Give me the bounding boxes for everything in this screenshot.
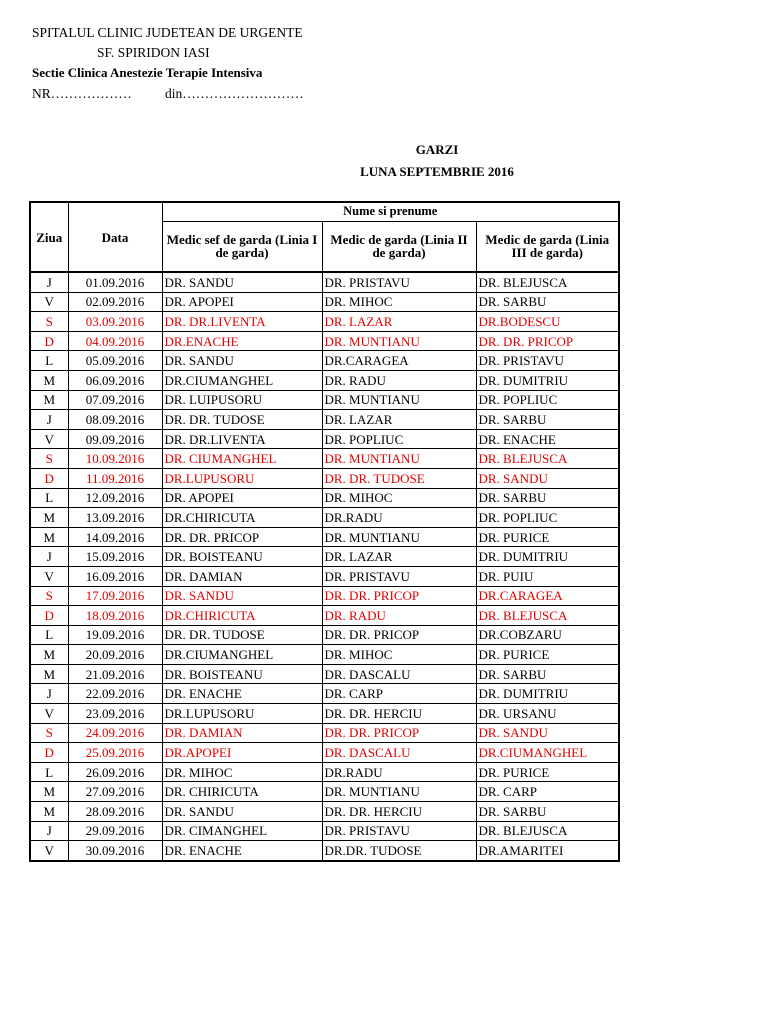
day-cell: D <box>30 331 68 351</box>
date-cell: 05.09.2016 <box>68 351 162 371</box>
line2-doctor-cell: DR. PRISTAVU <box>322 821 476 841</box>
date-cell: 11.09.2016 <box>68 468 162 488</box>
day-cell: V <box>30 841 68 861</box>
date-cell: 14.09.2016 <box>68 527 162 547</box>
line2-doctor-cell: DR. MIHOC <box>322 292 476 312</box>
date-cell: 01.09.2016 <box>68 272 162 292</box>
line3-doctor-cell: DR.BODESCU <box>476 312 619 332</box>
date-cell: 20.09.2016 <box>68 645 162 665</box>
line3-doctor-cell: DR. SARBU <box>476 410 619 430</box>
line1-doctor-cell: DR. DR.LIVENTA <box>162 312 322 332</box>
line2-doctor-cell: DR. DR. PRICOP <box>322 723 476 743</box>
day-cell: M <box>30 370 68 390</box>
line1-doctor-cell: DR.LUPUSORU <box>162 468 322 488</box>
line3-doctor-cell: DR.COBZARU <box>476 625 619 645</box>
table-row <box>30 547 619 567</box>
day-cell: V <box>30 566 68 586</box>
date-cell: 04.09.2016 <box>68 331 162 351</box>
registration-number: NR……………… <box>32 86 132 101</box>
line1-doctor-cell: DR.CHIRICUTA <box>162 606 322 626</box>
line3-doctor-cell: DR. ENACHE <box>476 429 619 449</box>
line2-doctor-cell: DR. LAZAR <box>322 547 476 567</box>
table-row <box>30 449 619 469</box>
line1-doctor-cell: DR.APOPEI <box>162 743 322 763</box>
day-cell: M <box>30 782 68 802</box>
line3-doctor-cell: DR. SARBU <box>476 802 619 822</box>
date-cell: 22.09.2016 <box>68 684 162 704</box>
table-row <box>30 645 619 665</box>
table-row <box>30 625 619 645</box>
line1-doctor-cell: DR. DR. PRICOP <box>162 527 322 547</box>
line2-doctor-cell: DR. PRISTAVU <box>322 272 476 292</box>
date-cell: 12.09.2016 <box>68 488 162 508</box>
date-cell: 30.09.2016 <box>68 841 162 861</box>
date-cell: 18.09.2016 <box>68 606 162 626</box>
line2-doctor-cell: DR.RADU <box>322 762 476 782</box>
line1-doctor-cell: DR. SANDU <box>162 272 322 292</box>
day-cell: M <box>30 527 68 547</box>
table-row <box>30 272 619 292</box>
day-cell: J <box>30 410 68 430</box>
line3-doctor-cell: DR.AMARITEI <box>476 841 619 861</box>
line3-doctor-cell: DR. SARBU <box>476 664 619 684</box>
table-row <box>30 704 619 724</box>
date-cell: 19.09.2016 <box>68 625 162 645</box>
line3-doctor-cell: DR. BLEJUSCA <box>476 449 619 469</box>
table-row <box>30 331 619 351</box>
date-cell: 07.09.2016 <box>68 390 162 410</box>
line1-doctor-cell: DR. BOISTEANU <box>162 547 322 567</box>
date-cell: 03.09.2016 <box>68 312 162 332</box>
day-cell: V <box>30 704 68 724</box>
day-cell: J <box>30 272 68 292</box>
line2-doctor-cell: DR. LAZAR <box>322 312 476 332</box>
day-cell: M <box>30 508 68 528</box>
line2-doctor-cell: DR. DR. PRICOP <box>322 586 476 606</box>
col-header-line2: Medic de garda (Linia II de garda) <box>322 221 476 272</box>
col-header-line3: Medic de garda (Linia III de garda) <box>476 221 619 272</box>
table-row <box>30 684 619 704</box>
line1-doctor-cell: DR.CIUMANGHEL <box>162 645 322 665</box>
line1-doctor-cell: DR. DR.LIVENTA <box>162 429 322 449</box>
col-header-date: Data <box>68 202 162 272</box>
line3-doctor-cell: DR.CIUMANGHEL <box>476 743 619 763</box>
line2-doctor-cell: DR. PRISTAVU <box>322 566 476 586</box>
line1-doctor-cell: DR.ENACHE <box>162 331 322 351</box>
department-name: Sectie Clinica Anestezie Terapie Intensiva <box>32 65 263 80</box>
day-cell: V <box>30 429 68 449</box>
line2-doctor-cell: DR. RADU <box>322 606 476 626</box>
table-row <box>30 351 619 371</box>
line1-doctor-cell: DR. SANDU <box>162 351 322 371</box>
line2-doctor-cell: DR. DR. TUDOSE <box>322 468 476 488</box>
line1-doctor-cell: DR. ENACHE <box>162 684 322 704</box>
line3-doctor-cell: DR. DUMITRIU <box>476 370 619 390</box>
document-month: LUNA SEPTEMBRIE 2016 <box>360 164 514 179</box>
schedule-rows <box>30 272 619 861</box>
day-cell: D <box>30 743 68 763</box>
registration-date: din……………………… <box>165 86 304 101</box>
date-cell: 23.09.2016 <box>68 704 162 724</box>
line1-doctor-cell: DR. DR. TUDOSE <box>162 625 322 645</box>
hospital-subname: SF. SPIRIDON IASI <box>97 45 210 60</box>
line1-doctor-cell: DR. LUIPUSORU <box>162 390 322 410</box>
table-row <box>30 527 619 547</box>
line2-doctor-cell: DR. DR. HERCIU <box>322 704 476 724</box>
line2-doctor-cell: DR. DR. HERCIU <box>322 802 476 822</box>
line2-doctor-cell: DR. MIHOC <box>322 645 476 665</box>
date-cell: 24.09.2016 <box>68 723 162 743</box>
line1-doctor-cell: DR. CHIRICUTA <box>162 782 322 802</box>
line3-doctor-cell: DR. PUIU <box>476 566 619 586</box>
duty-schedule-table <box>29 201 620 862</box>
line3-doctor-cell: DR. BLEJUSCA <box>476 821 619 841</box>
table-row <box>30 410 619 430</box>
line1-doctor-cell: DR. DR. TUDOSE <box>162 410 322 430</box>
line2-doctor-cell: DR. MUNTIANU <box>322 331 476 351</box>
day-cell: J <box>30 547 68 567</box>
date-cell: 17.09.2016 <box>68 586 162 606</box>
table-row <box>30 566 619 586</box>
line1-doctor-cell: DR. CIUMANGHEL <box>162 449 322 469</box>
line1-doctor-cell: DR. MIHOC <box>162 762 322 782</box>
table-row <box>30 841 619 861</box>
line2-doctor-cell: DR. DASCALU <box>322 664 476 684</box>
table-row <box>30 429 619 449</box>
line1-doctor-cell: DR. CIMANGHEL <box>162 821 322 841</box>
document-title: GARZI <box>415 142 459 157</box>
line3-doctor-cell: DR. PRISTAVU <box>476 351 619 371</box>
day-cell: S <box>30 723 68 743</box>
line2-doctor-cell: DR. CARP <box>322 684 476 704</box>
table-row <box>30 802 619 822</box>
line2-doctor-cell: DR. RADU <box>322 370 476 390</box>
table-row <box>30 312 619 332</box>
line3-doctor-cell: DR.CARAGEA <box>476 586 619 606</box>
day-cell: L <box>30 762 68 782</box>
table-row <box>30 723 619 743</box>
line3-doctor-cell: DR. DUMITRIU <box>476 684 619 704</box>
table-row <box>30 292 619 312</box>
line1-doctor-cell: DR. ENACHE <box>162 841 322 861</box>
line1-doctor-cell: DR.CHIRICUTA <box>162 508 322 528</box>
date-cell: 28.09.2016 <box>68 802 162 822</box>
date-cell: 25.09.2016 <box>68 743 162 763</box>
line1-doctor-cell: DR. SANDU <box>162 802 322 822</box>
line2-doctor-cell: DR. MIHOC <box>322 488 476 508</box>
line2-doctor-cell: DR. MUNTIANU <box>322 449 476 469</box>
line3-doctor-cell: DR. PURICE <box>476 762 619 782</box>
date-cell: 26.09.2016 <box>68 762 162 782</box>
line1-doctor-cell: DR. BOISTEANU <box>162 664 322 684</box>
line3-doctor-cell: DR. POPLIUC <box>476 390 619 410</box>
day-cell: M <box>30 802 68 822</box>
date-cell: 16.09.2016 <box>68 566 162 586</box>
line3-doctor-cell: DR. DR. PRICOP <box>476 331 619 351</box>
line3-doctor-cell: DR. SARBU <box>476 488 619 508</box>
table-row <box>30 664 619 684</box>
line2-doctor-cell: DR.DR. TUDOSE <box>322 841 476 861</box>
date-cell: 10.09.2016 <box>68 449 162 469</box>
day-cell: L <box>30 351 68 371</box>
table-row <box>30 782 619 802</box>
day-cell: S <box>30 449 68 469</box>
table-row <box>30 508 619 528</box>
line1-doctor-cell: DR. DAMIAN <box>162 723 322 743</box>
date-cell: 08.09.2016 <box>68 410 162 430</box>
table-row <box>30 488 619 508</box>
line2-doctor-cell: DR. MUNTIANU <box>322 390 476 410</box>
table-row <box>30 370 619 390</box>
line1-doctor-cell: DR.CIUMANGHEL <box>162 370 322 390</box>
date-cell: 29.09.2016 <box>68 821 162 841</box>
line3-doctor-cell: DR. CARP <box>476 782 619 802</box>
line2-doctor-cell: DR. MUNTIANU <box>322 782 476 802</box>
date-cell: 06.09.2016 <box>68 370 162 390</box>
line2-doctor-cell: DR. POPLIUC <box>322 429 476 449</box>
line1-doctor-cell: DR. APOPEI <box>162 292 322 312</box>
line1-doctor-cell: DR. SANDU <box>162 586 322 606</box>
day-cell: D <box>30 606 68 626</box>
day-cell: L <box>30 625 68 645</box>
line2-doctor-cell: DR. LAZAR <box>322 410 476 430</box>
line2-doctor-cell: DR. DR. PRICOP <box>322 625 476 645</box>
line3-doctor-cell: DR. BLEJUSCA <box>476 272 619 292</box>
line1-doctor-cell: DR. APOPEI <box>162 488 322 508</box>
day-cell: L <box>30 488 68 508</box>
table-row <box>30 468 619 488</box>
date-cell: 15.09.2016 <box>68 547 162 567</box>
table-row <box>30 743 619 763</box>
line2-doctor-cell: DR. MUNTIANU <box>322 527 476 547</box>
day-cell: S <box>30 312 68 332</box>
day-cell: J <box>30 684 68 704</box>
line3-doctor-cell: DR. POPLIUC <box>476 508 619 528</box>
line3-doctor-cell: DR. URSANU <box>476 704 619 724</box>
line3-doctor-cell: DR. SANDU <box>476 468 619 488</box>
date-cell: 09.09.2016 <box>68 429 162 449</box>
hospital-name: SPITALUL CLINIC JUDETEAN DE URGENTE <box>32 25 303 40</box>
table-row <box>30 821 619 841</box>
line3-doctor-cell: DR. PURICE <box>476 645 619 665</box>
line1-doctor-cell: DR. DAMIAN <box>162 566 322 586</box>
date-cell: 02.09.2016 <box>68 292 162 312</box>
day-cell: M <box>30 645 68 665</box>
day-cell: M <box>30 390 68 410</box>
day-cell: S <box>30 586 68 606</box>
line3-doctor-cell: DR. DUMITRIU <box>476 547 619 567</box>
line2-doctor-cell: DR.RADU <box>322 508 476 528</box>
date-cell: 13.09.2016 <box>68 508 162 528</box>
day-cell: V <box>30 292 68 312</box>
date-cell: 21.09.2016 <box>68 664 162 684</box>
table-row <box>30 762 619 782</box>
day-cell: J <box>30 821 68 841</box>
line2-doctor-cell: DR. DASCALU <box>322 743 476 763</box>
line3-doctor-cell: DR. BLEJUSCA <box>476 606 619 626</box>
day-cell: D <box>30 468 68 488</box>
table-row <box>30 586 619 606</box>
col-header-line1: Medic sef de garda (Linia I de garda) <box>162 221 322 272</box>
table-row <box>30 606 619 626</box>
line3-doctor-cell: DR. SANDU <box>476 723 619 743</box>
line1-doctor-cell: DR.LUPUSORU <box>162 704 322 724</box>
line2-doctor-cell: DR.CARAGEA <box>322 351 476 371</box>
table-row <box>30 390 619 410</box>
line3-doctor-cell: DR. SARBU <box>476 292 619 312</box>
line3-doctor-cell: DR. PURICE <box>476 527 619 547</box>
date-cell: 27.09.2016 <box>68 782 162 802</box>
day-cell: M <box>30 664 68 684</box>
col-header-day: Ziua <box>30 202 68 272</box>
col-header-name-group: Nume si prenume <box>162 202 619 221</box>
